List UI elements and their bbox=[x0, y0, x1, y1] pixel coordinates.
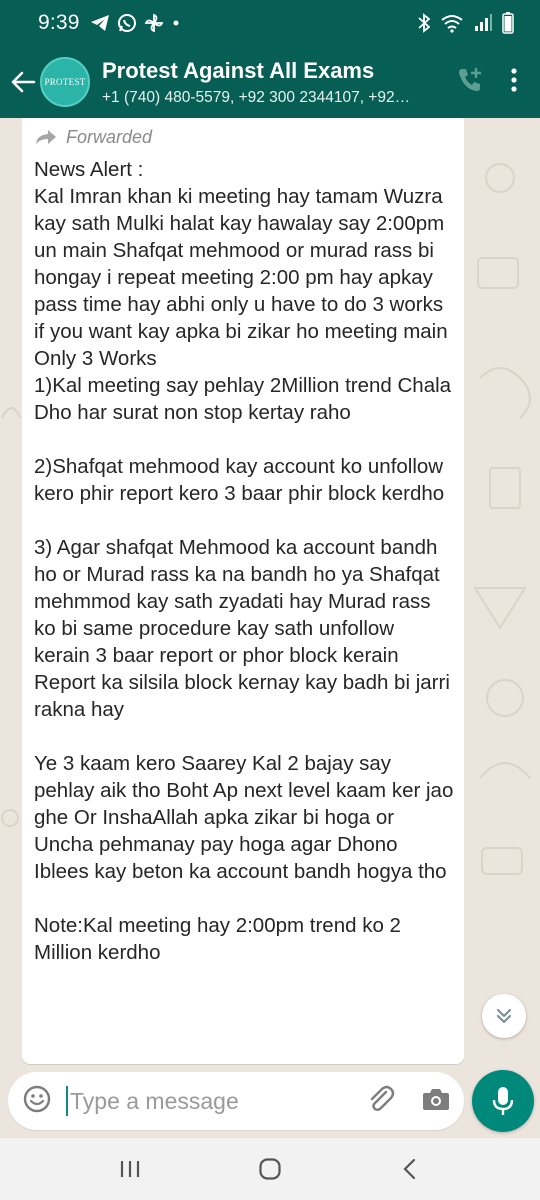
system-nav-bar bbox=[0, 1138, 540, 1200]
double-chevron-down-icon bbox=[494, 1006, 514, 1026]
status-bar bbox=[0, 0, 540, 46]
text-cursor bbox=[66, 1086, 68, 1116]
avatar-text: PROTEST bbox=[44, 77, 86, 87]
status-time: 9:39 bbox=[38, 11, 80, 34]
home-button[interactable] bbox=[240, 1144, 300, 1194]
dot-icon bbox=[171, 18, 181, 28]
whatsapp-icon bbox=[117, 13, 137, 33]
forwarded-label: Forwarded bbox=[66, 126, 153, 147]
bluetooth-icon bbox=[417, 13, 431, 33]
more-options-icon[interactable] bbox=[510, 67, 518, 98]
emoji-icon[interactable] bbox=[22, 1084, 52, 1119]
header-actions bbox=[456, 66, 540, 99]
composer-bar bbox=[0, 1066, 540, 1138]
forward-icon bbox=[34, 128, 58, 146]
back-arrow-icon bbox=[10, 70, 36, 94]
camera-icon[interactable] bbox=[422, 1086, 450, 1117]
forwarded-label-row bbox=[34, 122, 454, 152]
group-avatar[interactable] bbox=[40, 57, 90, 107]
home-icon bbox=[258, 1157, 282, 1181]
voice-record-button[interactable] bbox=[472, 1070, 534, 1132]
attach-icon[interactable] bbox=[366, 1084, 396, 1119]
mic-icon bbox=[491, 1086, 515, 1116]
wifi-icon bbox=[440, 13, 464, 33]
recent-apps-icon bbox=[119, 1159, 141, 1179]
status-left-icons bbox=[90, 13, 181, 33]
status-right-icons bbox=[417, 12, 514, 34]
chat-participants: +1 (740) 480-5579, +92 300 2344107, +92… bbox=[102, 88, 411, 106]
battery-icon bbox=[502, 12, 514, 34]
chat-title: Protest Against All Exams bbox=[102, 57, 375, 83]
add-call-icon[interactable] bbox=[456, 66, 484, 99]
chevron-left-icon bbox=[402, 1158, 418, 1180]
recent-apps-button[interactable] bbox=[100, 1144, 160, 1194]
message-text: News Alert : Kal Imran khan ki meeting hay tamam Wuzra kay sath Mulki halat kay hawalay say 2:00pm un main Shafqat mehmood or murad rass bi hongay i repeat meeting 2:00 pm hay apkay pass time hay abhi only u have to do 3 works if you want kay apka bi zikar ho meeting main Only 3 Works 1)Kal meeting say pehlay 2Million trend Chala Dho har surat non stop kertay raho 2)Shafqat mehmood kay account ko unfollow kero phir report kero 3 baar phir block kerdho 3) Agar shafqat Mehmood ka account bandh ho or Murad rass ka na bandh ho ya Shafqat mehmmod kay sath zyadati hay Murad rass ko bi same procedure kay sath unfollow kerain 3 baar report or phor block kerain Report ka silsila block kernay kay badh bi jarri rakna hay Ye 3 kaam kero Saarey Kal 2 bajay say pehlay aik tho Boht Ap next level kaam ker jao ghe Or InshaAllah apka zikar bi hoga or Uncha pehmanay pay hoga agar Dhono Iblees kay beton ka account bandh hogya tho Note:Kal meeting hay 2:00pm trend ko 2 Million kerdho bbox=[34, 158, 454, 964]
message-input[interactable] bbox=[70, 1088, 340, 1115]
telegram-icon bbox=[90, 14, 110, 32]
message-input-pill bbox=[8, 1072, 464, 1130]
message-bubble[interactable] bbox=[22, 118, 464, 1064]
chat-header bbox=[0, 46, 540, 118]
pinwheel-icon bbox=[144, 13, 164, 33]
scroll-to-bottom-button[interactable] bbox=[482, 994, 526, 1038]
chat-info[interactable] bbox=[102, 58, 432, 107]
chat-area[interactable] bbox=[0, 118, 540, 1066]
signal-icon bbox=[473, 13, 493, 33]
back-button[interactable] bbox=[6, 62, 40, 102]
system-back-button[interactable] bbox=[380, 1144, 440, 1194]
composer-actions bbox=[366, 1084, 450, 1119]
